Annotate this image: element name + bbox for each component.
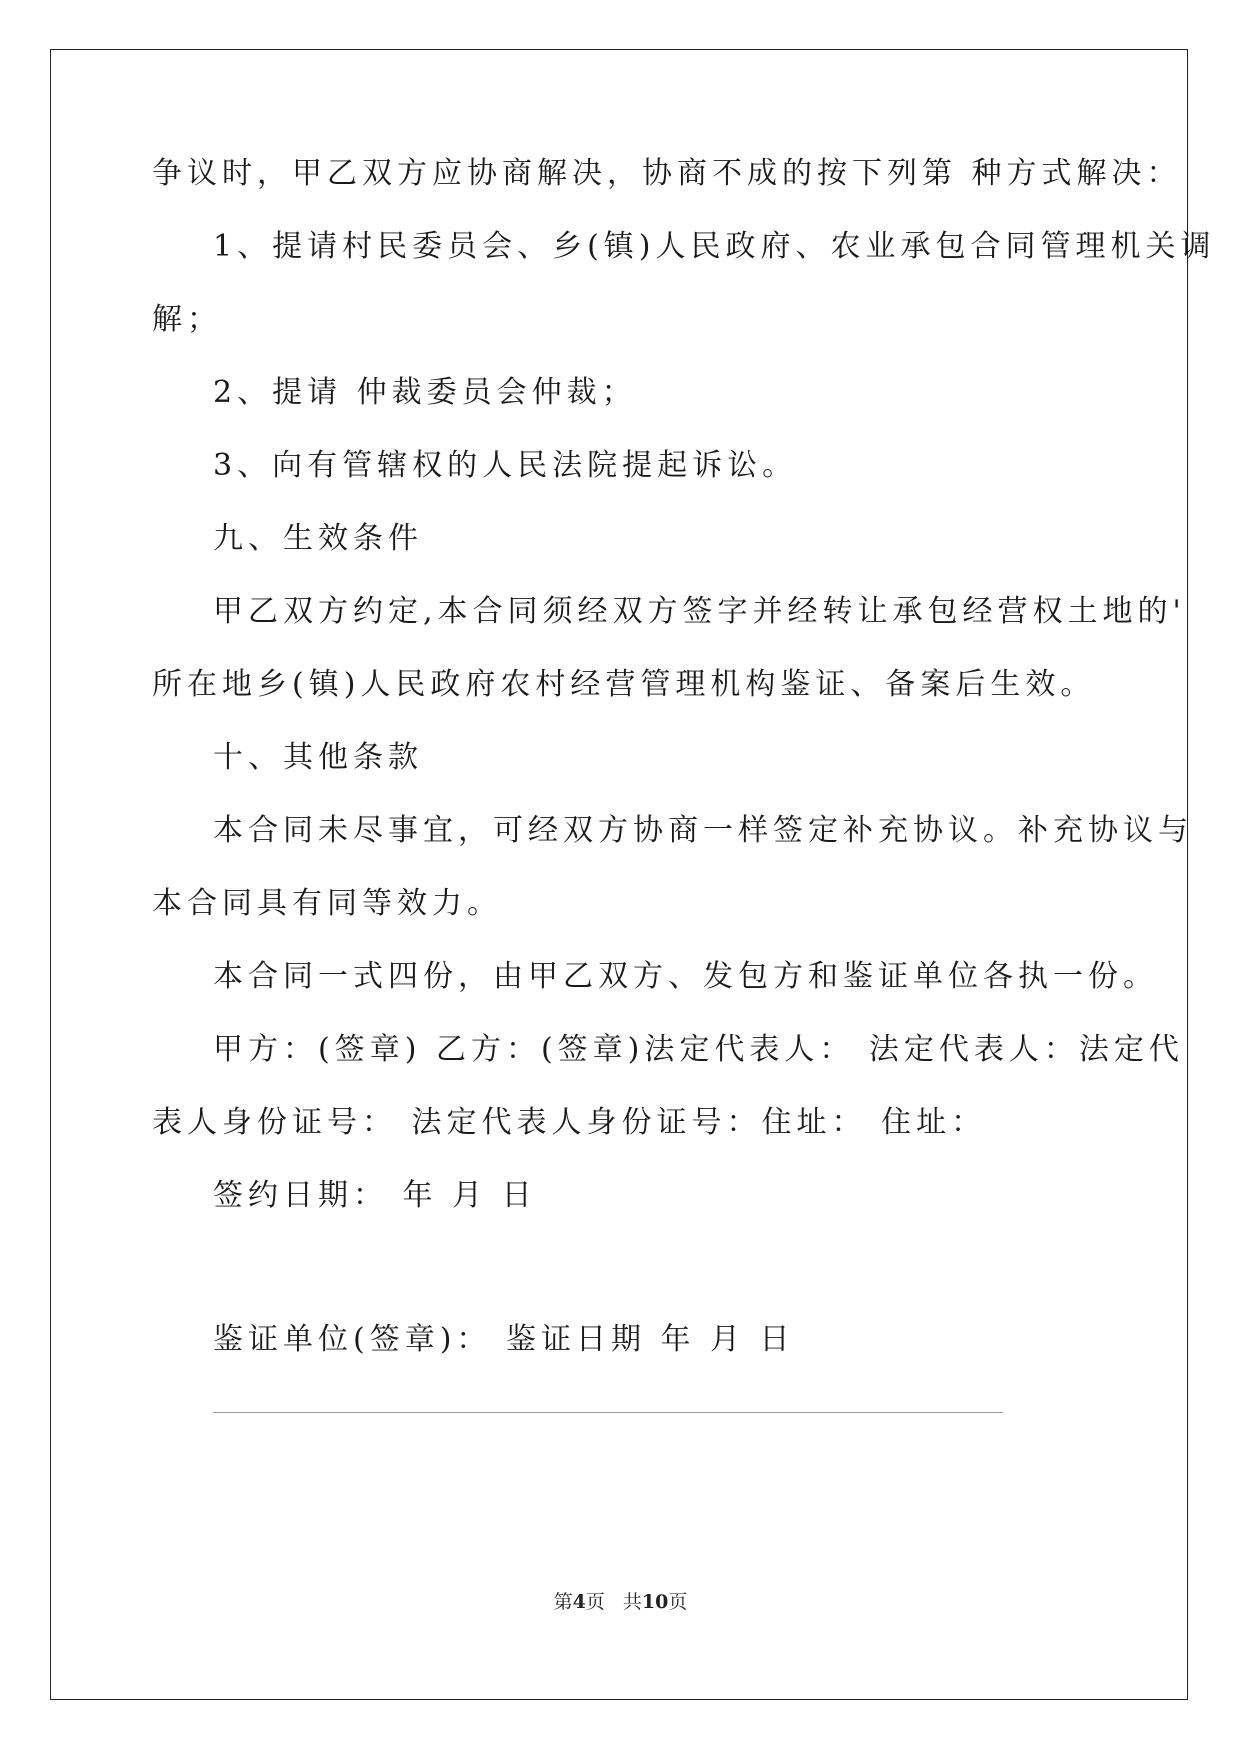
text-line-signatures: 甲方：(签章) 乙方：(签章)法定代表人： 法定代表人：法定代: [213, 1032, 1184, 1067]
footer-total-suffix: 页: [668, 1591, 688, 1613]
footer-total-pages: 10: [641, 1591, 669, 1613]
footer-prefix: 第: [553, 1591, 573, 1613]
divider-line: [213, 1412, 1003, 1413]
text-line-option-3: 3、向有管辖权的人民法院提起诉讼。: [213, 448, 798, 483]
text-line-option-2: 2、提请 仲裁委员会仲裁；: [213, 375, 637, 410]
text-line-dispute: 争议时，甲乙双方应协商解决，协商不成的按下列第 种方式解决：: [152, 156, 1182, 191]
text-line-sign-date: 签约日期： 年 月 日: [213, 1178, 537, 1213]
text-line-other-cont: 本合同具有同等效力。: [152, 886, 502, 921]
text-line-copies: 本合同一式四份，由甲乙双方、发包方和鉴证单位各执一份。: [213, 959, 1158, 994]
text-line-effective: 甲乙双方约定,本合同须经双方签字并经转让承包经营权土地的': [213, 594, 1186, 629]
section-heading-other: 十、其他条款: [213, 740, 423, 775]
text-line-effective-cont: 所在地乡(镇)人民政府农村经营管理机构鉴证、备案后生效。: [152, 667, 1096, 702]
footer-total-prefix: 共: [622, 1591, 642, 1613]
page-border: [50, 49, 1188, 1700]
text-line-option-1-cont: 解；: [152, 302, 222, 337]
footer-page-suffix: 页: [585, 1591, 605, 1613]
text-line-verification: 鉴证单位(签章)： 鉴证日期 年 月 日: [213, 1322, 795, 1357]
text-line-signatures-cont: 表人身份证号： 法定代表人身份证号：住址： 住址：: [152, 1105, 987, 1140]
footer-page-number: 4: [572, 1591, 586, 1613]
text-line-option-1: 1、提请村民委员会、乡(镇)人民政府、农业承包合同管理机关调: [213, 229, 1216, 264]
section-heading-effective: 九、生效条件: [213, 521, 423, 556]
text-line-other: 本合同未尽事宜，可经双方协商一样签定补充协议。补充协议与: [213, 813, 1193, 848]
page-footer: [0, 1590, 1241, 1614]
